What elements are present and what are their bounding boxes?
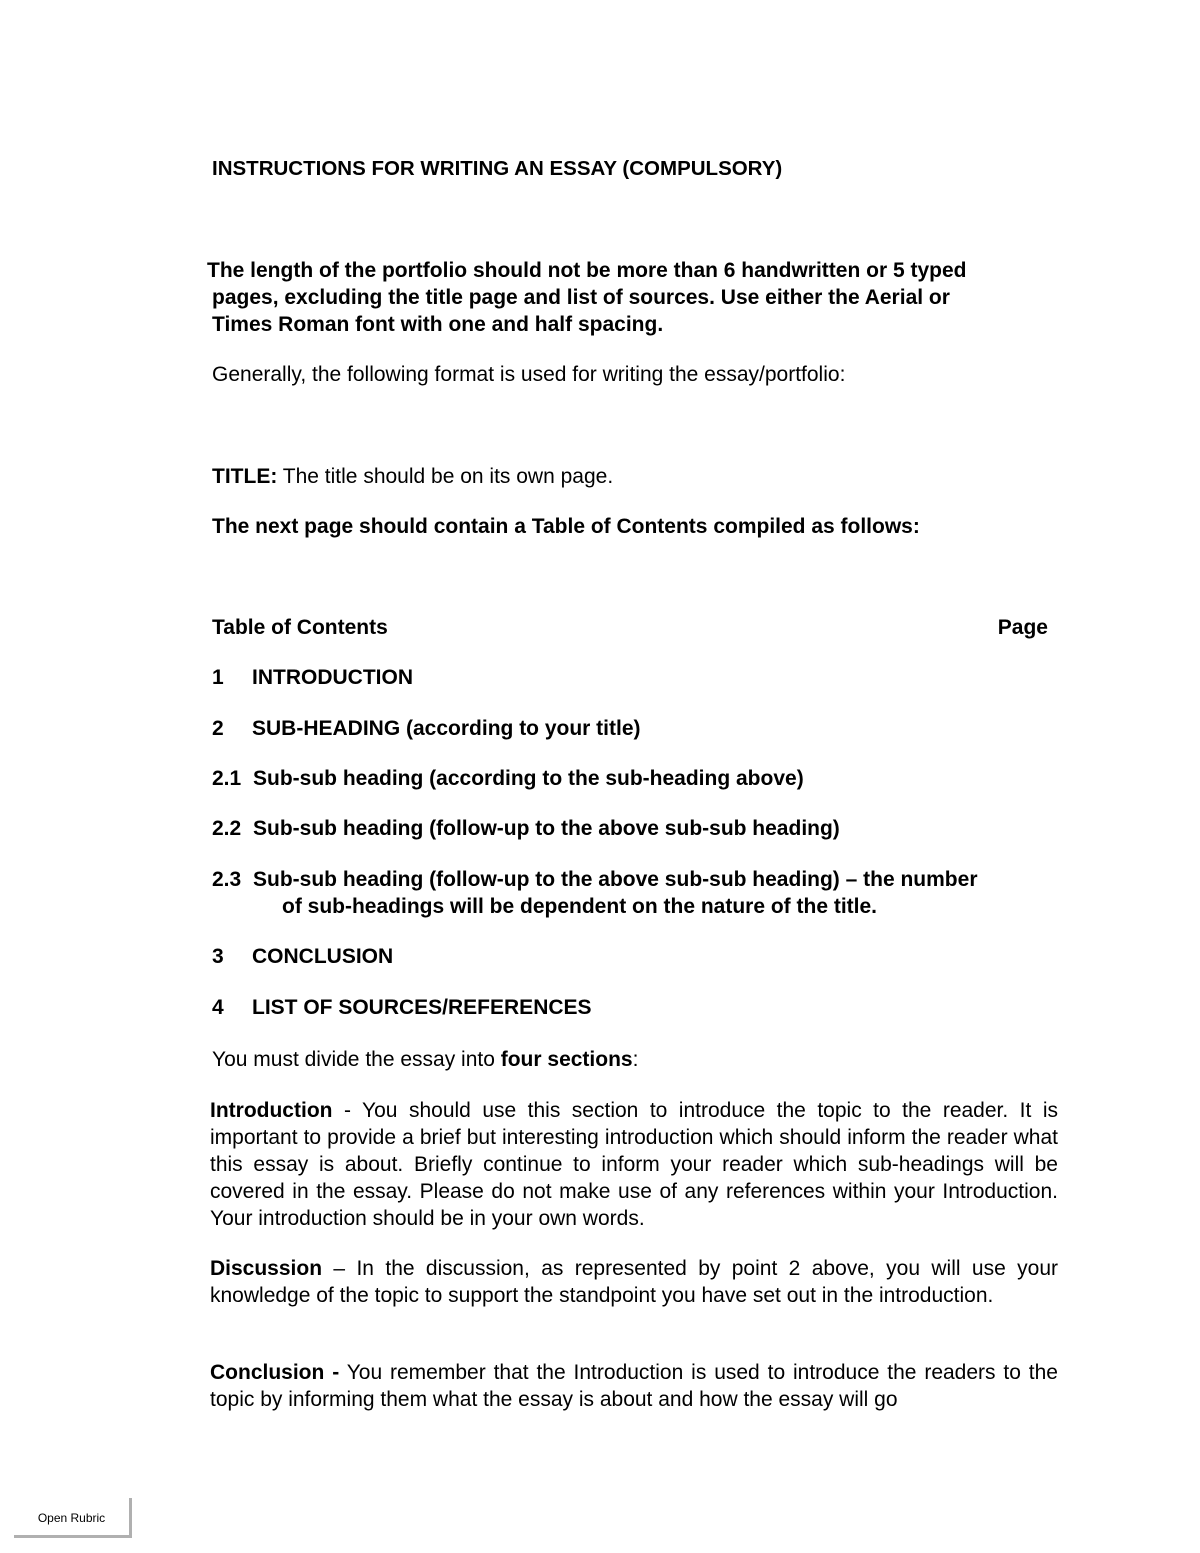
toc-item-heading: INTRODUCTION xyxy=(252,666,413,689)
toc-item xyxy=(212,765,804,792)
conclusion-text: You remember that the Introduction is used to introduce the readers to the topic by informing them what the essay is about and how the essay will go xyxy=(210,1361,1058,1411)
sections-prefix: You must divide the essay into xyxy=(212,1048,501,1071)
title-instruction-text: The title should be on its own page. xyxy=(277,465,614,488)
toc-item-number: 2 xyxy=(212,717,224,740)
conclusion-paragraph xyxy=(210,1359,1058,1413)
title-label: TITLE: xyxy=(212,465,278,488)
length-line-2: pages, excluding the title page and list of sources. Use either the Aerial or xyxy=(212,286,950,309)
conclusion-label: Conclusion - xyxy=(210,1361,340,1384)
introduction-label: Introduction xyxy=(210,1099,333,1122)
toc-item xyxy=(212,943,393,970)
toc-item-number: 4 xyxy=(212,996,224,1019)
document-title: INSTRUCTIONS FOR WRITING AN ESSAY (COMPULSORY) xyxy=(212,157,783,180)
toc-item-continuation: of sub-headings will be dependent on the nature of the title. xyxy=(282,895,878,918)
length-line-3: Times Roman font with one and half spacing. xyxy=(212,313,664,336)
toc-item-heading: Sub-sub heading (follow-up to the above sub-sub heading) – the number xyxy=(253,868,978,891)
toc-item-heading: SUB-HEADING xyxy=(252,717,401,740)
toc-item xyxy=(212,664,413,691)
toc-item-heading: CONCLUSION xyxy=(252,945,394,968)
toc-header-page: Page xyxy=(997,616,1048,639)
sections-text xyxy=(212,1046,638,1073)
toc-item xyxy=(212,815,840,842)
open-rubric-button[interactable]: Open Rubric xyxy=(14,1498,132,1538)
toc-item-number: 2.1 xyxy=(212,767,242,790)
toc-item-heading: Sub-sub heading (according to the sub-heading above) xyxy=(253,767,804,790)
toc-item xyxy=(212,866,978,920)
toc-header xyxy=(212,614,1048,641)
format-intro-text: Generally, the following format is used for writing the essay/portfolio: xyxy=(212,363,846,386)
length-paragraph xyxy=(207,257,1067,338)
toc-item-number: 1 xyxy=(212,666,224,689)
sections-bold: four sections xyxy=(500,1048,633,1071)
discussion-text: – In the discussion, as represented by point 2 above, you will use your knowledge of the topic to support the standpoint you have set out in the introduction. xyxy=(210,1257,1058,1307)
toc-item xyxy=(212,715,641,742)
introduction-text: - You should use this section to introduce the topic to the reader. It is important to provide a brief but interesting introduction which should inform the reader what this essay is about. Briefly continue to inform your reader which sub-headings will be covered in the essay. Please do not make use of any references within your Introduction. Your introduction should be in your own words. xyxy=(210,1099,1058,1230)
toc-item-number: 2.2 xyxy=(212,817,242,840)
toc-header-label: Table of Contents xyxy=(212,616,388,639)
toc-item xyxy=(212,994,592,1021)
discussion-label: Discussion xyxy=(210,1257,323,1280)
introduction-paragraph xyxy=(210,1097,1058,1232)
title-instruction xyxy=(212,463,613,490)
toc-item-heading: LIST OF SOURCES/REFERENCES xyxy=(252,996,592,1019)
toc-item-number: 2.3 xyxy=(212,868,242,891)
discussion-paragraph xyxy=(210,1255,1058,1309)
length-line-1: The length of the portfolio should not be more than 6 handwritten or 5 typed xyxy=(207,259,967,282)
toc-item-heading: Sub-sub heading (follow-up to the above sub-sub heading) xyxy=(253,817,840,840)
toc-item-first-line xyxy=(212,866,978,893)
sections-suffix: : xyxy=(632,1048,639,1071)
toc-item-number: 3 xyxy=(212,945,224,968)
toc-intro-text: The next page should contain a Table of Contents compiled as follows: xyxy=(212,515,920,538)
toc-item-suffix: (according to your title) xyxy=(400,717,641,740)
